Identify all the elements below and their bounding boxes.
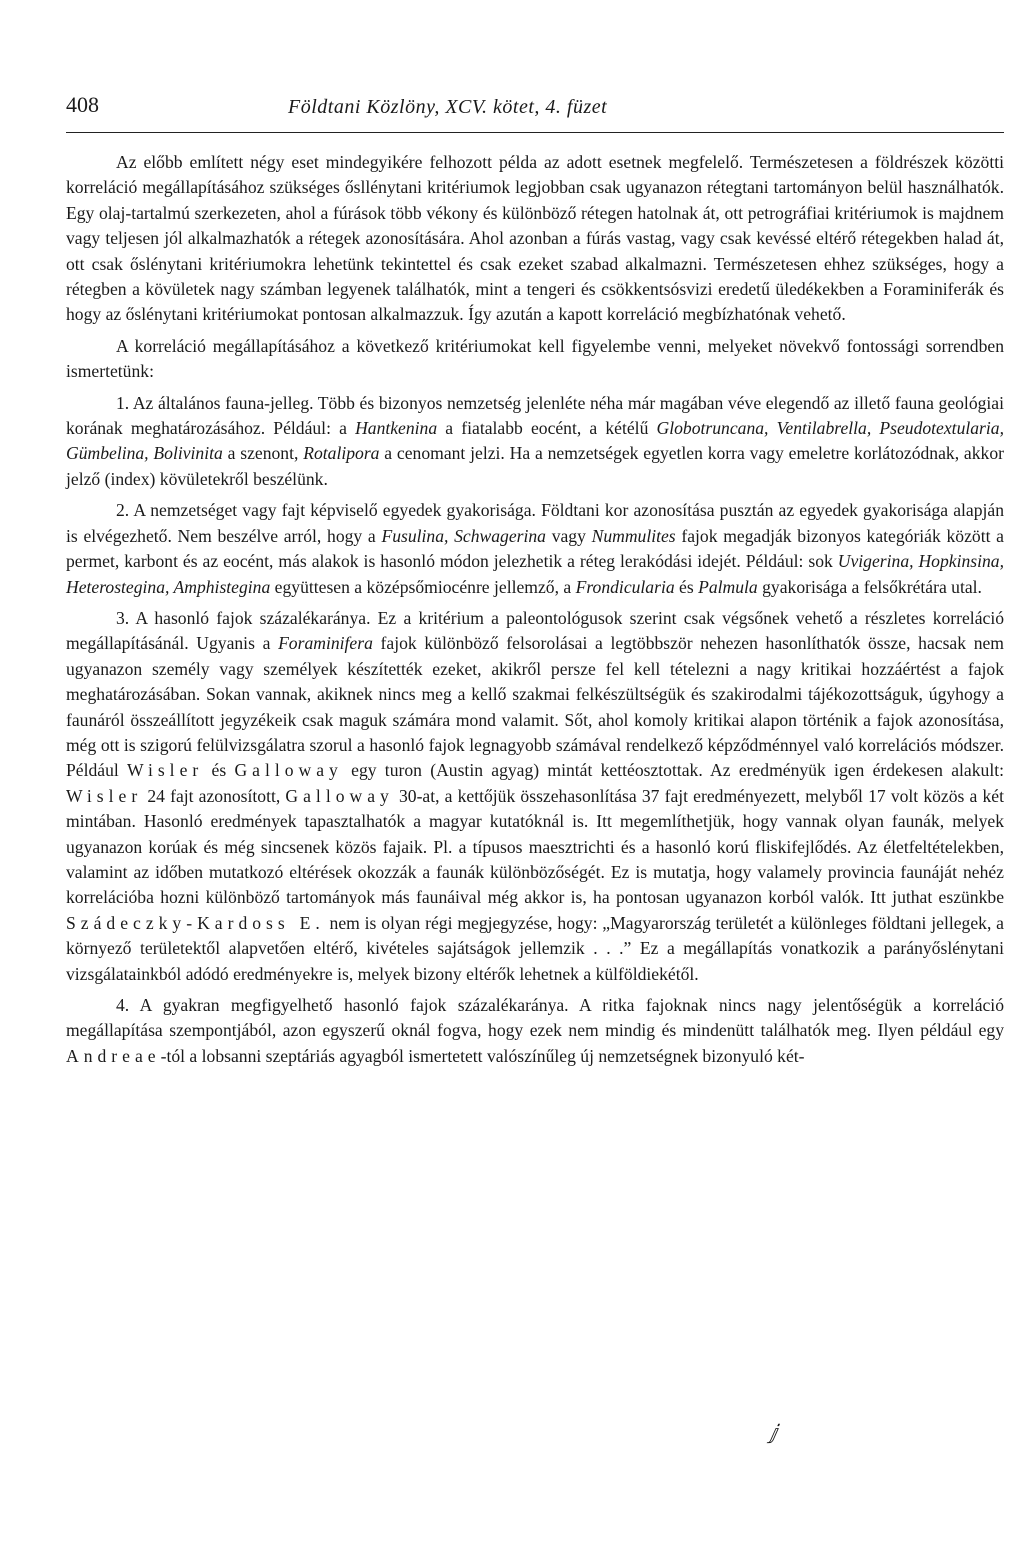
text-run: és xyxy=(203,760,235,781)
author-name: Galloway xyxy=(285,785,394,806)
text-run: együttesen a középsőmiocénre jellemző, a xyxy=(270,576,576,597)
text-run: gyakorisága a felsőkrétára utal. xyxy=(757,576,982,597)
paragraph-criteria-lead: A korreláció megállapításához a következő kritériumokat kell figyelembe venni, melyeket növekvő fontossági sorrendben ismertetünk: xyxy=(66,335,1004,382)
body-text xyxy=(66,150,1004,1069)
page-header xyxy=(66,92,1004,133)
author-name: Wisler xyxy=(127,760,204,781)
genus-name: Uvigerina, Hopkinsina, Heterostegina, Amphistegina xyxy=(66,551,1005,597)
text-run: és xyxy=(674,576,699,597)
author-name: Szádeczky-Kardoss E. xyxy=(66,912,325,933)
author-name: Andreae xyxy=(66,1045,161,1066)
genus-name: Globotruncana, Ventilabrella, Pseudotextularia, Gümbelina, Bolivinita xyxy=(66,418,1004,464)
text-run: fajok megadják bizonyos kategóriák között a permet, karbont és az eocént, más alakok is hasonló módon jelezhetik a réteg lerakódási idejét. Például: sok xyxy=(66,525,1004,572)
text-run: 24 fajt azonosított, xyxy=(142,785,286,806)
page-number: 408 xyxy=(66,92,99,117)
paragraph-criterion-4 xyxy=(66,993,1004,1069)
text-run: egy turon (Austin agyag) mintát kettéosztottak. Az eredményük igen érdekesen alakult: xyxy=(342,760,1004,781)
genus-name: Fusulina, Schwagerina xyxy=(381,525,546,546)
text-run: -tól a lobsanni szeptáriás agyagból ismertetett valószínűleg új nemzetségnek bizonyuló két- xyxy=(160,1045,805,1066)
text-run: 2. A nemzetséget vagy fajt képviselő egyedek gyakorisága. Földtani kor azonosítása pusztán az egyedek gyakorisága alapján is elvégezhető. Nem beszélve arról, hogy a xyxy=(66,500,1004,546)
margin-mark: ⅉ xyxy=(770,1422,778,1444)
genus-name: Nummulites xyxy=(591,525,676,546)
genus-name: Palmula xyxy=(698,576,758,597)
author-name: Wisler xyxy=(66,785,143,806)
genus-name: Rotalipora xyxy=(303,443,380,464)
text-run: 3. A hasonló fajok százalékaránya. Ez a kritérium a paleontológusok szerint csak végsőnek vehető a részletes korreláció megállapításánál. Ugyanis a xyxy=(66,607,1004,654)
paragraph-criterion-2 xyxy=(66,498,1004,600)
text-run: 30-at, a kettőjük összehasonlítása 37 fajt eredményezett, melyből 17 volt közös a két mintában. Hasonló eredmények tapasztalhatók a magyar kutatóknál is. Itt megemlíthetjük, hogy vannak olyan faunák, melyek ugyanazon korúak és még sincsenek közös fajaik. Pl. a típusos maesztrichti és a hasonló korú fliskifejlődés. Az életfeltételekben, valamint az időben mutatkozó eltérések okozzák a faunák különbözőségét. Ez is mutatja, hogy valamely provincia faunáját nehéz korrelációba hozni különböző tartományok más faunáival még akkor is, ha pontosan ugyanazon korból valók. Itt juthat eszünkbe xyxy=(66,785,1004,908)
genus-name: Foraminifera xyxy=(278,633,373,654)
author-name: Galloway xyxy=(234,760,343,781)
genus-name: Frondicularia xyxy=(575,576,675,597)
paragraph-criterion-1 xyxy=(66,391,1004,493)
genus-name: Hantkenina xyxy=(355,418,438,439)
text-run: 4. A gyakran megfigyelhető hasonló fajok százalékaránya. A ritka fajoknak nincs nagy jelentőségük a korreláció megállapítása szempontjából, azon egyszerű oknál fogva, hogy ezek nem mindig és mindenütt találhatók meg. Ilyen például egy xyxy=(66,995,1004,1041)
text-run: fajok különböző felsorolásai a legtöbbször nehezen hasonlíthatók össze, hacsak nem ugyanazon személy vagy személyek készítették ezeket, akikről persze fel kell tételezni a nagy kritikai hozzáértést a fajok meghatározásában. Sokan vannak, akiknek nincs meg a kellő szakmai felkészültségük és szakirodalmi tájékozottságuk, úgyhogy a faunáról összeállított jegyzékeik csak maguk számára mond valamit. Sőt, ahol komoly kritikai alapon történik a fajok azonosítása, még ott is szigorú felülvizsgálatra szorul a hasonló fajok legnagyobb számával rendelkező képződménnyel való korrelációs módszer. Például xyxy=(66,633,1004,781)
text-run: a szenont, xyxy=(222,443,304,464)
paragraph-intro: Az előbb említett négy eset mindegyikére felhozott példa az adott esetnek megfelelő. Természetesen a földrészek közötti korreláció megállapításához szükséges ősllénytani kritériumok legjobban csak ugyanazon rétegtani tartományon belül használhatók. Egy olaj-tartalmú szerkezeten, ahol a fúrások több vékony és különböző rétegen hatolnak át, ott petrográfiai kritériumok is majdnem vagy teljesen jól alkalmazhatók a rétegek azonosítására. Ahol azonban a fúrás vastag, vagy csak kevéssé eltérő rétegekben halad át, ott csak őslénytani kritériumokra lehetünk tekintettel és csak ezeket szabad alkalmazni. Természetesen ehhez szükséges, hogy a rétegben a kövületek nagy számban legyenek találhatók, mint a tengeri és csökkentsósvizi eredetű üledékekben a Foraminiferák és hogy az őslénytani kritériumokat pontosan alkalmazzuk. Így azután a kapott korreláció megbízhatónak vehető. xyxy=(66,152,1004,325)
running-title: Földtani Közlöny, XCV. kötet, 4. füzet xyxy=(288,96,608,118)
text-run: a fiatalabb eocént, a kétélű xyxy=(437,418,657,439)
text-run: a cenomant jelzi. Ha a nemzetségek egyetlen korra vagy emeletre korlátozódnak, akkor jelző (index) kövületekről beszélünk. xyxy=(66,443,1004,489)
text-run: nem is olyan régi megjegyzése, hogy: „Magyarország területét a különleges földtani jellegek, a környező területektől alapvetően eltérő, kivételes sajátságok jellemzik . . .” Ez a megállapítás vonatkozik a parányőslénytani vizsgálatainkból adódó eredményekre is, melyek bizony eltérők lehetnek a külföldiekétől. xyxy=(66,912,1004,984)
text-run: vagy xyxy=(545,525,592,546)
paragraph-criterion-3 xyxy=(66,606,1004,987)
text-run: 1. Az általános fauna-jelleg. Több és bizonyos nemzetség jelenléte néha már magában véve elegendő az illető fauna geológiai korának meghatározásához. Például: a xyxy=(66,392,1004,439)
